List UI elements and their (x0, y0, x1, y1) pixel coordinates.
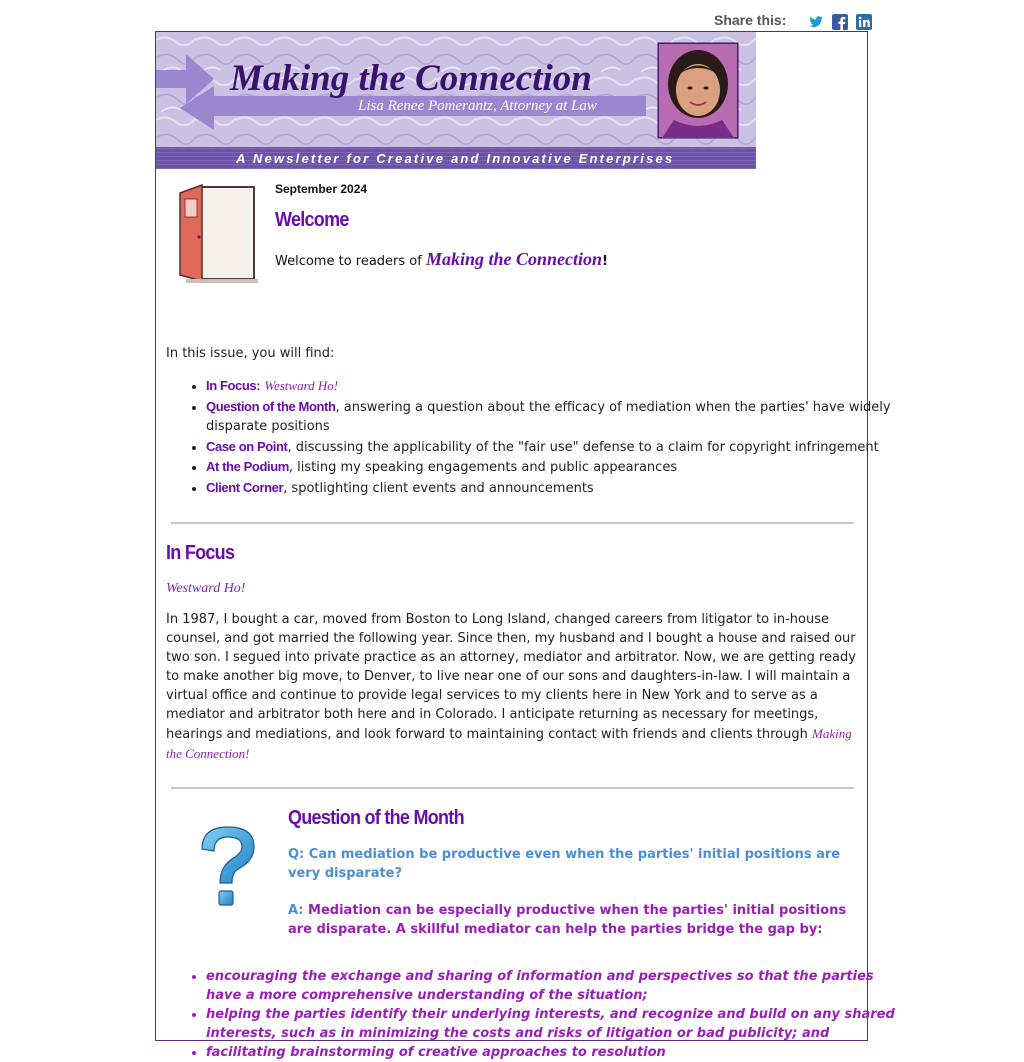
qotm-answer-text: Mediation can be especially productive when the parties' initial positions are disparate. A skillful mediator can help the parties bridge the gap by: (288, 903, 847, 937)
section-divider (171, 787, 854, 789)
toc-item-in-focus (206, 376, 896, 397)
welcome-text-after: ! (602, 254, 608, 269)
welcome-text-before: Welcome to readers of (275, 254, 426, 269)
issue-date: September 2024 (275, 182, 368, 196)
qotm-heading: Question of the Month (288, 807, 464, 829)
toc-item-podium (206, 457, 896, 478)
portrait-avatar (658, 43, 738, 138)
in-focus-body (166, 610, 862, 764)
share-label: Share this: (714, 12, 787, 28)
in-focus-subtitle: Westward Ho! (166, 581, 246, 596)
toc-item-question (206, 397, 896, 437)
in-focus-heading: In Focus (166, 542, 235, 564)
in-focus-magazine-link: Making the Connection! (166, 726, 852, 761)
toc-item-case (206, 437, 896, 458)
qotm-point: • encouraging the exchange and sharing of information and perspectives so that the parties have a more comprehensive understanding of the situation; (206, 967, 896, 1005)
toc-link-question[interactable]: Question of the Month (206, 398, 336, 414)
toc-in-focus-title: Westward Ho! (264, 378, 339, 393)
toc-link-case[interactable]: Case on Point (206, 438, 288, 454)
question-mark-icon (194, 823, 264, 919)
newsletter-frame (155, 31, 895, 1060)
banner-tagline: A Newsletter for Creative and Innovative Enterprises (236, 151, 675, 166)
toc-link-podium[interactable]: At the Podium (206, 459, 289, 474)
twitter-icon[interactable] (808, 14, 824, 30)
welcome-magazine-name: Making the Connection (425, 249, 603, 269)
qotm-answer-label: A: (288, 903, 304, 918)
toc-desc-case: , discussing the applicability of the "fair use" defense to a claim for copyright infringement (287, 439, 879, 455)
toc-intro: In this issue, you will find: (166, 346, 335, 361)
facebook-icon[interactable] (832, 14, 848, 30)
toc-desc-question: , answering a question about the efficacy of mediation when the parties' have widely disparate positions (206, 399, 891, 434)
header-banner (156, 32, 756, 169)
door-icon (176, 183, 260, 291)
toc-link-in-focus[interactable]: In Focus: (206, 378, 261, 393)
linkedin-icon[interactable] (856, 14, 872, 30)
toc-list (166, 376, 896, 498)
section-divider (171, 522, 854, 524)
qotm-point: • helping the parties identify their underlying interests, and recognize and build on any shared interests, such as in minimizing the costs and risks of litigation or bad publicity; and (206, 1005, 896, 1043)
welcome-text (275, 249, 608, 270)
qotm-question: Q: Can mediation be productive even when the parties' initial positions are very disparate? (288, 847, 841, 881)
toc-item-client (206, 478, 896, 499)
toc-desc-client: , spotlighting client events and announcements (283, 480, 594, 496)
in-focus-body-text: In 1987, I bought a car, moved from Boston to Long Island, changed careers from litigator to in-house counsel, and got married the following year. Since then, my husband and I bought a house and raised our two son. I segued into private practice as an attorney, mediator and arbitrator. Now, we are getting ready to make another big move, to Denver, to live near one of our sons and daughters-in-law. I will maintain a virtual office and continue to provide legal services to my clients here in New York and to serve as a mediator and arbitrator both here and in Colorado. I anticipate returning as necessary for meetings, hearings and mediations, and look forward to maintaining contact with friends and clients through (166, 612, 856, 742)
welcome-heading: Welcome (275, 209, 349, 231)
banner-title: Making the Connection (230, 58, 592, 99)
toc-link-client[interactable]: Client Corner (206, 479, 284, 495)
qotm-answer (288, 901, 848, 939)
share-bar (714, 9, 872, 31)
banner-subtitle: Lisa Renee Pomerantz, Attorney at Law (358, 98, 597, 114)
toc-desc-podium: , listing my speaking engagements and public appearances (288, 460, 678, 475)
qotm-points (166, 967, 896, 1062)
qotm-point: • facilitating brainstorming of creative approaches to resolution (206, 1043, 896, 1062)
